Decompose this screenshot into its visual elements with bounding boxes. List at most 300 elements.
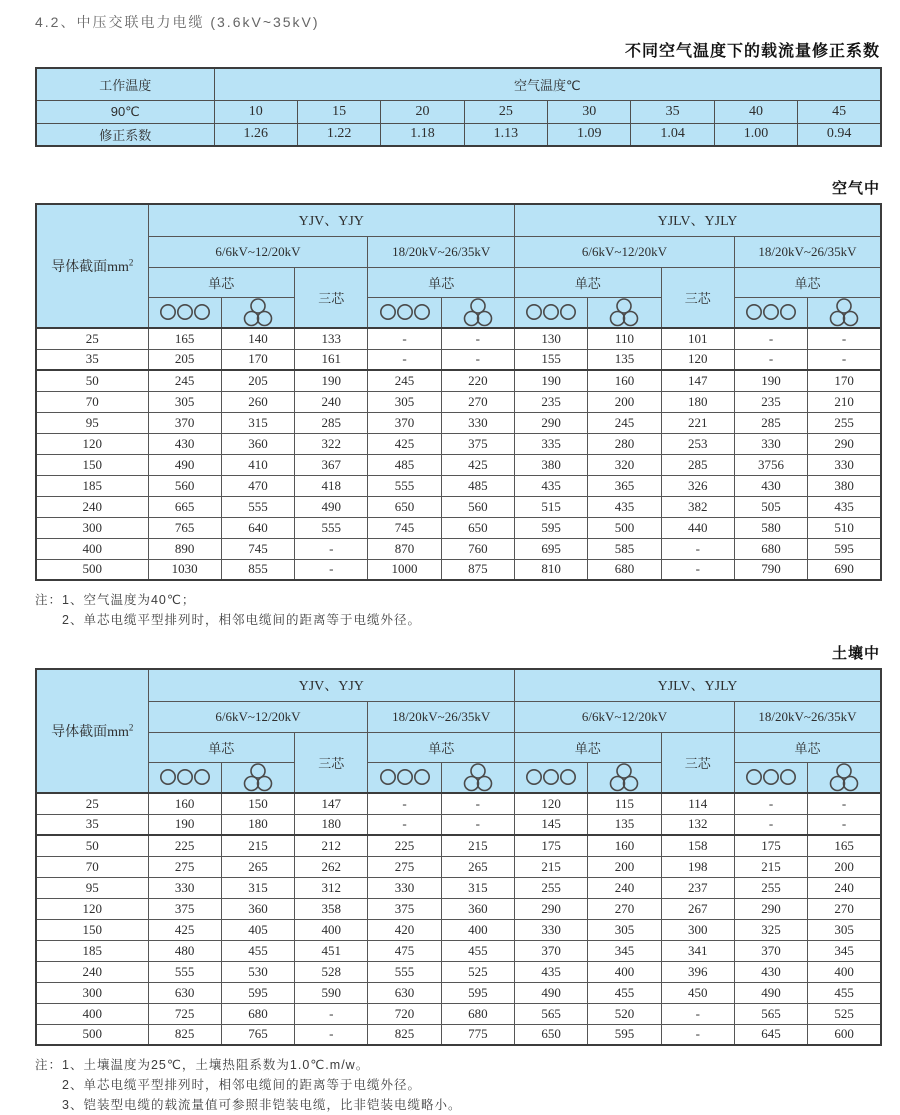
value-cell: 435 <box>515 961 588 982</box>
value-cell: 367 <box>295 454 368 475</box>
value-cell: 520 <box>588 1003 661 1024</box>
value-cell: 435 <box>588 496 661 517</box>
value-cell: 330 <box>148 877 221 898</box>
table-row <box>36 496 881 517</box>
value-cell: 235 <box>515 391 588 412</box>
value-cell: 245 <box>588 412 661 433</box>
value-cell: 430 <box>734 475 807 496</box>
value-cell: 330 <box>515 919 588 940</box>
value-cell: 190 <box>148 814 221 835</box>
note-line: 2、单芯电缆平型排列时，相邻电缆间的距离等于电缆外径。 <box>62 1078 421 1092</box>
flat-formation-icon <box>515 768 587 786</box>
value-cell: 245 <box>148 370 221 391</box>
value-cell: 120 <box>661 349 734 370</box>
value-cell: 382 <box>661 496 734 517</box>
value-cell: 360 <box>441 898 514 919</box>
value-cell: 375 <box>441 433 514 454</box>
trefoil-formation-icon <box>808 763 880 792</box>
value-cell: 825 <box>368 1024 441 1045</box>
value-cell: 180 <box>661 391 734 412</box>
value-cell: - <box>441 349 514 370</box>
value-cell: 720 <box>368 1003 441 1024</box>
value-cell: 490 <box>148 454 221 475</box>
note-line: 注：1、土壤温度为25℃，土壤热阻系数为1.0℃.m/w。 <box>35 1058 370 1072</box>
value-cell: 870 <box>368 538 441 559</box>
value-cell: 132 <box>661 814 734 835</box>
value-cell: 400 <box>588 961 661 982</box>
value-cell: 435 <box>515 475 588 496</box>
value-cell: 190 <box>295 370 368 391</box>
value-cell: 370 <box>515 940 588 961</box>
value-cell: 101 <box>661 328 734 349</box>
note-line: 3、铠装型电缆的载流量值可参照非铠装电缆，比非铠装电缆略小。 <box>62 1098 462 1112</box>
value-cell: 405 <box>221 919 294 940</box>
value-cell: 645 <box>734 1024 807 1045</box>
value-cell: 760 <box>441 538 514 559</box>
value-cell: 1.00 <box>714 123 797 146</box>
value-cell: 180 <box>295 814 368 835</box>
value-cell: 345 <box>808 940 881 961</box>
value-cell: 490 <box>515 982 588 1003</box>
value-cell: 40 <box>714 100 797 123</box>
value-cell: 315 <box>221 412 294 433</box>
conductor-size-cell: 400 <box>36 538 148 559</box>
value-cell: 650 <box>441 517 514 538</box>
value-cell: - <box>808 349 881 370</box>
value-cell: 455 <box>808 982 881 1003</box>
value-cell: 470 <box>221 475 294 496</box>
three-core-header: 三芯 <box>661 267 734 328</box>
table-row <box>36 961 881 982</box>
value-cell: 285 <box>661 454 734 475</box>
single-core-header: 单芯 <box>734 267 881 297</box>
value-cell: 765 <box>221 1024 294 1045</box>
value-cell: 1000 <box>368 559 441 580</box>
value-cell: - <box>368 793 441 814</box>
value-cell: 205 <box>148 349 221 370</box>
conductor-size-cell: 95 <box>36 412 148 433</box>
value-cell: 555 <box>221 496 294 517</box>
value-cell: 145 <box>515 814 588 835</box>
conductor-size-cell: 50 <box>36 370 148 391</box>
cable-type-header-yjlv: YJLV、YJLY <box>515 204 882 236</box>
cable-type-header-yjv: YJV、YJY <box>148 204 515 236</box>
value-cell: 745 <box>368 517 441 538</box>
soil-capacity-table <box>35 668 882 1046</box>
table-row <box>36 391 881 412</box>
value-cell: 555 <box>148 961 221 982</box>
value-cell: 315 <box>221 877 294 898</box>
value-cell: - <box>441 328 514 349</box>
value-cell: 200 <box>808 856 881 877</box>
value-cell: 855 <box>221 559 294 580</box>
value-cell: 290 <box>734 898 807 919</box>
table-row <box>36 349 881 370</box>
value-cell: 215 <box>515 856 588 877</box>
value-cell: 650 <box>368 496 441 517</box>
value-cell: 255 <box>734 877 807 898</box>
value-cell: 560 <box>441 496 514 517</box>
value-cell: - <box>368 814 441 835</box>
three-core-header: 三芯 <box>295 267 368 328</box>
value-cell: - <box>734 349 807 370</box>
voltage-header-high: 18/20kV~26/35kV <box>734 701 881 732</box>
value-cell: 270 <box>441 391 514 412</box>
conductor-section-header: 导体截面$mm^2$ <box>36 669 148 793</box>
value-cell: 1.13 <box>464 123 547 146</box>
value-cell: 330 <box>441 412 514 433</box>
formation-header-cell <box>588 297 661 328</box>
value-cell: 190 <box>734 370 807 391</box>
value-cell: 215 <box>441 835 514 856</box>
conductor-size-cell: 70 <box>36 391 148 412</box>
value-cell: 305 <box>588 919 661 940</box>
value-cell: 140 <box>221 328 294 349</box>
cable-type-header-yjv: YJV、YJY <box>148 669 515 701</box>
value-cell: 695 <box>515 538 588 559</box>
value-cell: 265 <box>221 856 294 877</box>
note-line: 2、单芯电缆平型排列时，相邻电缆间的距离等于电缆外径。 <box>62 613 421 627</box>
value-cell: 158 <box>661 835 734 856</box>
value-cell: 170 <box>808 370 881 391</box>
voltage-header-high: 18/20kV~26/35kV <box>368 701 515 732</box>
value-cell: 10 <box>214 100 297 123</box>
value-cell: 255 <box>515 877 588 898</box>
conductor-size-cell: 240 <box>36 961 148 982</box>
page-title: 4.2、中压交联电力电缆 (3.6kV~35kV) <box>35 14 320 30</box>
value-cell: 600 <box>808 1024 881 1045</box>
conductor-size-cell: 70 <box>36 856 148 877</box>
value-cell: 330 <box>368 877 441 898</box>
value-cell: 200 <box>588 856 661 877</box>
table-row <box>36 835 881 856</box>
value-cell: 305 <box>148 391 221 412</box>
trefoil-formation-icon <box>588 763 660 792</box>
trefoil-formation-icon <box>808 298 880 327</box>
value-cell: 528 <box>295 961 368 982</box>
formation-header-cell <box>148 297 221 328</box>
value-cell: 275 <box>368 856 441 877</box>
value-cell: 640 <box>221 517 294 538</box>
value-cell: - <box>661 1003 734 1024</box>
value-cell: 160 <box>588 835 661 856</box>
value-cell: 45 <box>798 100 881 123</box>
conductor-section-header: 导体截面$mm^2$ <box>36 204 148 328</box>
value-cell: 595 <box>515 517 588 538</box>
value-cell: 155 <box>515 349 588 370</box>
value-cell: 595 <box>221 982 294 1003</box>
value-cell: 595 <box>441 982 514 1003</box>
value-cell: 1030 <box>148 559 221 580</box>
value-cell: 3756 <box>734 454 807 475</box>
table-row <box>36 454 881 475</box>
value-cell: 175 <box>515 835 588 856</box>
value-cell: 1.22 <box>297 123 380 146</box>
value-cell: 15 <box>297 100 380 123</box>
value-cell: 35 <box>631 100 714 123</box>
conductor-size-cell: 185 <box>36 475 148 496</box>
value-cell: 425 <box>441 454 514 475</box>
value-cell: 160 <box>588 370 661 391</box>
value-cell: 175 <box>734 835 807 856</box>
value-cell: 290 <box>515 412 588 433</box>
value-cell: 370 <box>734 940 807 961</box>
trefoil-formation-icon <box>442 298 514 327</box>
air-temp-header: 空气温度℃ <box>214 68 881 100</box>
flat-formation-icon <box>149 303 221 321</box>
value-cell: 480 <box>148 940 221 961</box>
value-cell: 630 <box>148 982 221 1003</box>
conductor-size-cell: 35 <box>36 814 148 835</box>
trefoil-formation-icon <box>588 298 660 327</box>
value-cell: 665 <box>148 496 221 517</box>
voltage-header-low: 6/6kV~12/20kV <box>148 236 368 267</box>
formation-header-cell <box>734 762 807 793</box>
value-cell: 235 <box>734 391 807 412</box>
table-row <box>36 100 881 123</box>
factor-row-label: 修正系数 <box>36 123 214 146</box>
value-cell: 135 <box>588 814 661 835</box>
value-cell: - <box>295 1024 368 1045</box>
table-row <box>36 793 881 814</box>
air-capacity-table <box>35 203 882 581</box>
value-cell: - <box>808 793 881 814</box>
value-cell: 335 <box>515 433 588 454</box>
value-cell: 260 <box>221 391 294 412</box>
value-cell: - <box>808 328 881 349</box>
value-cell: 585 <box>588 538 661 559</box>
value-cell: 115 <box>588 793 661 814</box>
value-cell: - <box>441 814 514 835</box>
formation-header-cell <box>515 762 588 793</box>
value-cell: 680 <box>734 538 807 559</box>
value-cell: 190 <box>515 370 588 391</box>
value-cell: 455 <box>221 940 294 961</box>
value-cell: 120 <box>515 793 588 814</box>
value-cell: - <box>368 328 441 349</box>
conductor-size-cell: 120 <box>36 433 148 454</box>
single-core-header: 单芯 <box>148 267 295 297</box>
value-cell: 133 <box>295 328 368 349</box>
air-notes <box>35 590 880 630</box>
value-cell: 565 <box>515 1003 588 1024</box>
table-row <box>36 123 881 146</box>
value-cell: 110 <box>588 328 661 349</box>
value-cell: 285 <box>295 412 368 433</box>
value-cell: 775 <box>441 1024 514 1045</box>
value-cell: 240 <box>808 877 881 898</box>
value-cell: 147 <box>661 370 734 391</box>
single-core-header: 单芯 <box>368 267 515 297</box>
value-cell: 130 <box>515 328 588 349</box>
value-cell: 680 <box>588 559 661 580</box>
value-cell: 630 <box>368 982 441 1003</box>
table-row <box>36 517 881 538</box>
value-cell: 253 <box>661 433 734 454</box>
three-core-header: 三芯 <box>295 732 368 793</box>
conductor-size-cell: 150 <box>36 919 148 940</box>
value-cell: 330 <box>808 454 881 475</box>
conductor-size-cell: 35 <box>36 349 148 370</box>
formation-header-cell <box>221 762 294 793</box>
value-cell: 330 <box>734 433 807 454</box>
formation-header-cell <box>808 762 881 793</box>
table-row <box>36 475 881 496</box>
formation-header-cell <box>221 297 294 328</box>
conductor-size-cell: 25 <box>36 793 148 814</box>
value-cell: 225 <box>148 835 221 856</box>
value-cell: 262 <box>295 856 368 877</box>
correction-table-heading: 不同空气温度下的载流量修正系数 <box>624 43 880 60</box>
value-cell: 358 <box>295 898 368 919</box>
value-cell: 275 <box>148 856 221 877</box>
value-cell: - <box>661 538 734 559</box>
value-cell: - <box>295 559 368 580</box>
formation-header-cell <box>588 762 661 793</box>
value-cell: 225 <box>368 835 441 856</box>
value-cell: 490 <box>295 496 368 517</box>
value-cell: 285 <box>734 412 807 433</box>
value-cell: 265 <box>441 856 514 877</box>
value-cell: 380 <box>808 475 881 496</box>
flat-formation-icon <box>368 768 440 786</box>
table-row <box>36 732 881 762</box>
value-cell: 555 <box>368 961 441 982</box>
value-cell: 725 <box>148 1003 221 1024</box>
value-cell: - <box>295 538 368 559</box>
value-cell: 180 <box>221 814 294 835</box>
table-row <box>36 559 881 580</box>
table-row <box>36 856 881 877</box>
flat-formation-icon <box>735 303 807 321</box>
value-cell: - <box>295 1003 368 1024</box>
formation-header-cell <box>368 762 441 793</box>
value-cell: 475 <box>368 940 441 961</box>
value-cell: - <box>368 349 441 370</box>
value-cell: 25 <box>464 100 547 123</box>
value-cell: 30 <box>548 100 631 123</box>
single-core-header: 单芯 <box>148 732 295 762</box>
soil-section-heading: 土壤中 <box>831 645 880 662</box>
value-cell: 312 <box>295 877 368 898</box>
value-cell: 505 <box>734 496 807 517</box>
table-row <box>36 669 881 701</box>
table-row <box>36 982 881 1003</box>
flat-formation-icon <box>515 303 587 321</box>
value-cell: 240 <box>588 877 661 898</box>
value-cell: 680 <box>441 1003 514 1024</box>
value-cell: 365 <box>588 475 661 496</box>
value-cell: 215 <box>734 856 807 877</box>
value-cell: 375 <box>148 898 221 919</box>
value-cell: 280 <box>588 433 661 454</box>
conductor-size-cell: 500 <box>36 1024 148 1045</box>
value-cell: 555 <box>368 475 441 496</box>
table-row <box>36 1024 881 1045</box>
value-cell: 450 <box>661 982 734 1003</box>
conductor-size-cell: 50 <box>36 835 148 856</box>
conductor-size-cell: 300 <box>36 982 148 1003</box>
table-row <box>36 236 881 267</box>
value-cell: 525 <box>441 961 514 982</box>
value-cell: 560 <box>148 475 221 496</box>
single-core-header: 单芯 <box>515 267 662 297</box>
value-cell: 515 <box>515 496 588 517</box>
value-cell: 267 <box>661 898 734 919</box>
value-cell: 160 <box>148 793 221 814</box>
value-cell: 114 <box>661 793 734 814</box>
value-cell: 370 <box>148 412 221 433</box>
conductor-size-cell: 240 <box>36 496 148 517</box>
value-cell: 500 <box>588 517 661 538</box>
value-cell: 165 <box>148 328 221 349</box>
value-cell: 221 <box>661 412 734 433</box>
value-cell: 530 <box>221 961 294 982</box>
table-row <box>36 328 881 349</box>
value-cell: 451 <box>295 940 368 961</box>
formation-header-cell <box>368 297 441 328</box>
value-cell: 455 <box>588 982 661 1003</box>
table-row <box>36 814 881 835</box>
value-cell: 425 <box>148 919 221 940</box>
value-cell: 360 <box>221 433 294 454</box>
temp-row-label: 90℃ <box>36 100 214 123</box>
value-cell: 270 <box>588 898 661 919</box>
formation-header-cell <box>515 297 588 328</box>
value-cell: 440 <box>661 517 734 538</box>
flat-formation-icon <box>368 303 440 321</box>
soil-notes <box>35 1055 880 1115</box>
value-cell: - <box>441 793 514 814</box>
value-cell: 322 <box>295 433 368 454</box>
three-core-header: 三芯 <box>661 732 734 793</box>
value-cell: 510 <box>808 517 881 538</box>
value-cell: 1.18 <box>381 123 464 146</box>
single-core-header: 单芯 <box>368 732 515 762</box>
air-section-heading: 空气中 <box>831 180 880 197</box>
value-cell: 580 <box>734 517 807 538</box>
value-cell: - <box>734 814 807 835</box>
value-cell: 360 <box>221 898 294 919</box>
value-cell: - <box>808 814 881 835</box>
conductor-size-cell: 25 <box>36 328 148 349</box>
value-cell: 215 <box>221 835 294 856</box>
value-cell: - <box>661 1024 734 1045</box>
value-cell: 290 <box>515 898 588 919</box>
cable-type-header-yjlv: YJLV、YJLY <box>515 669 882 701</box>
table-row <box>36 919 881 940</box>
conductor-size-cell: 150 <box>36 454 148 475</box>
voltage-header-low: 6/6kV~12/20kV <box>515 236 735 267</box>
conductor-size-cell: 400 <box>36 1003 148 1024</box>
correction-table <box>35 67 882 147</box>
value-cell: 161 <box>295 349 368 370</box>
value-cell: 200 <box>588 391 661 412</box>
value-cell: 325 <box>734 919 807 940</box>
voltage-header-high: 18/20kV~26/35kV <box>368 236 515 267</box>
table-row <box>36 762 881 793</box>
value-cell: 890 <box>148 538 221 559</box>
value-cell: 315 <box>441 877 514 898</box>
value-cell: 380 <box>515 454 588 475</box>
value-cell: 205 <box>221 370 294 391</box>
value-cell: 198 <box>661 856 734 877</box>
value-cell: 595 <box>808 538 881 559</box>
table-row <box>36 940 881 961</box>
value-cell: 212 <box>295 835 368 856</box>
value-cell: 1.09 <box>548 123 631 146</box>
value-cell: 790 <box>734 559 807 580</box>
